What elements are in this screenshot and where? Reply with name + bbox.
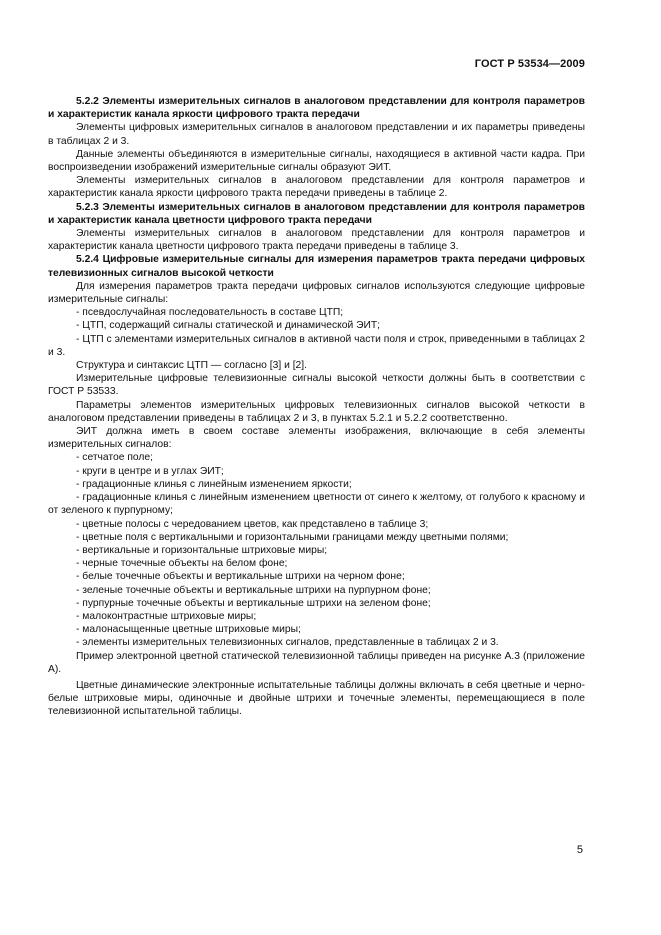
list-item: - сетчатое поле; <box>76 452 153 464</box>
section-heading: 5.2.4 Цифровые измерительные сигналы для измерения параметров тракта передачи цифровых телевизионных сигналов высокой четкости <box>48 254 585 279</box>
paragraph: Структура и синтаксис ЦТП — согласно [3] и [2]. <box>76 360 308 372</box>
paragraph: Элементы измерительных сигналов в аналоговом представлении для контроля параметров и характеристик канала цветности цифрового тракта передачи приведены в таблице 3. <box>48 228 585 253</box>
section-heading: 5.2.2 Элементы измерительных сигналов в аналоговом представлении для контроля параметров и характеристик канала яркости цифрового тракта передачи <box>48 96 585 121</box>
paragraph: Для измерения параметров тракта передачи цифровых сигналов используются следующие цифровые измерительные сигналы: <box>48 280 585 306</box>
list-item: - градационные клинья с линейным изменением яркости; <box>76 478 352 490</box>
paragraph: Элементы цифровых измерительных сигналов в аналоговом представлении и их параметры приведены в таблицах 2 и 3. <box>48 122 585 147</box>
paragraph: Цветные динамические электронные испытательные таблицы должны включать в себя цветные и черно-белые штриховые миры, одиночные и двойные штрихи и точечные элементы, перемещающиеся в поле телевизионной испытательной таблицы. <box>48 679 585 718</box>
list-item: - цветные поля с вертикальными и горизонтальными границами между цветными полями; <box>76 531 509 543</box>
list-item: - вертикальные и горизонтальные штриховые миры; <box>76 544 328 556</box>
list-item: - ЦТП с элементами измерительных сигналов в активной части поля и строк, приведенными в таблицах 2 и 3. <box>48 333 585 358</box>
paragraph: Пример электронной цветной статической телевизионной таблицы приведен на рисунке А.3 (приложение А). <box>48 650 585 675</box>
section-heading: 5.2.3 Элементы измерительных сигналов в аналоговом представлении для контроля параметров и характеристик канала цветности цифрового тракта передачи <box>48 201 585 226</box>
paragraph: Данные элементы объединяются в измерительные сигналы, находящиеся в активной части кадра. При воспроизведении изображений измерительные сигналы образуют ЭИТ. <box>48 148 585 174</box>
list-item: - псевдослучайная последовательность в составе ЦТП; <box>76 307 344 319</box>
list-item: - элементы измерительных телевизионных сигналов, представленные в таблицах 2 и 3. <box>76 637 499 649</box>
list-item: - белые точечные объекты и вертикальные штрихи на черном фоне; <box>76 571 405 583</box>
list-item: - зеленые точечные объекты и вертикальные штрихи на пурпурном фоне; <box>76 584 431 596</box>
list-item: - пурпурные точечные объекты и вертикальные штрихи на зеленом фоне; <box>76 597 431 609</box>
paragraph: Измерительные цифровые телевизионные сигналы высокой четкости должны быть в соответствии с ГОСТ Р 53533. <box>48 373 585 398</box>
list-item: - черные точечные объекты на белом фоне; <box>76 558 288 570</box>
list-item: - малонасыщенные цветные штриховые миры; <box>76 624 301 636</box>
document-body <box>48 95 585 719</box>
paragraph: ЭИТ должна иметь в своем составе элементы изображения, включающие в себя элементы измерительных сигналов: <box>48 426 585 451</box>
list-item: - цветные полосы с чередованием цветов, как представлено в таблице 3; <box>76 518 429 530</box>
document-standard-number: ГОСТ Р 53534—2009 <box>474 58 585 70</box>
list-item: - градационные клинья с линейным изменением цветности от синего к желтому, от голубого к красному и от зеленого к пурпурному; <box>48 492 585 517</box>
list-item: - малоконтрастные штриховые миры; <box>76 610 257 622</box>
page-number: 5 <box>576 844 583 856</box>
paragraph: Элементы измерительных сигналов в аналоговом представлении для контроля параметров и характеристик канала яркости цифрового тракта передачи приведены в таблице 2. <box>48 175 585 200</box>
list-item: - круги в центре и в углах ЭИТ; <box>76 465 224 477</box>
list-item: - ЦТП, содержащий сигналы статической и динамической ЭИТ; <box>76 320 381 332</box>
paragraph: Параметры элементов измерительных цифровых телевизионных сигналов высокой четкости в аналоговом представлении приведены в таблицах 2 и 3, в пунктах 5.2.1 и 5.2.2 соответственно. <box>48 399 585 424</box>
